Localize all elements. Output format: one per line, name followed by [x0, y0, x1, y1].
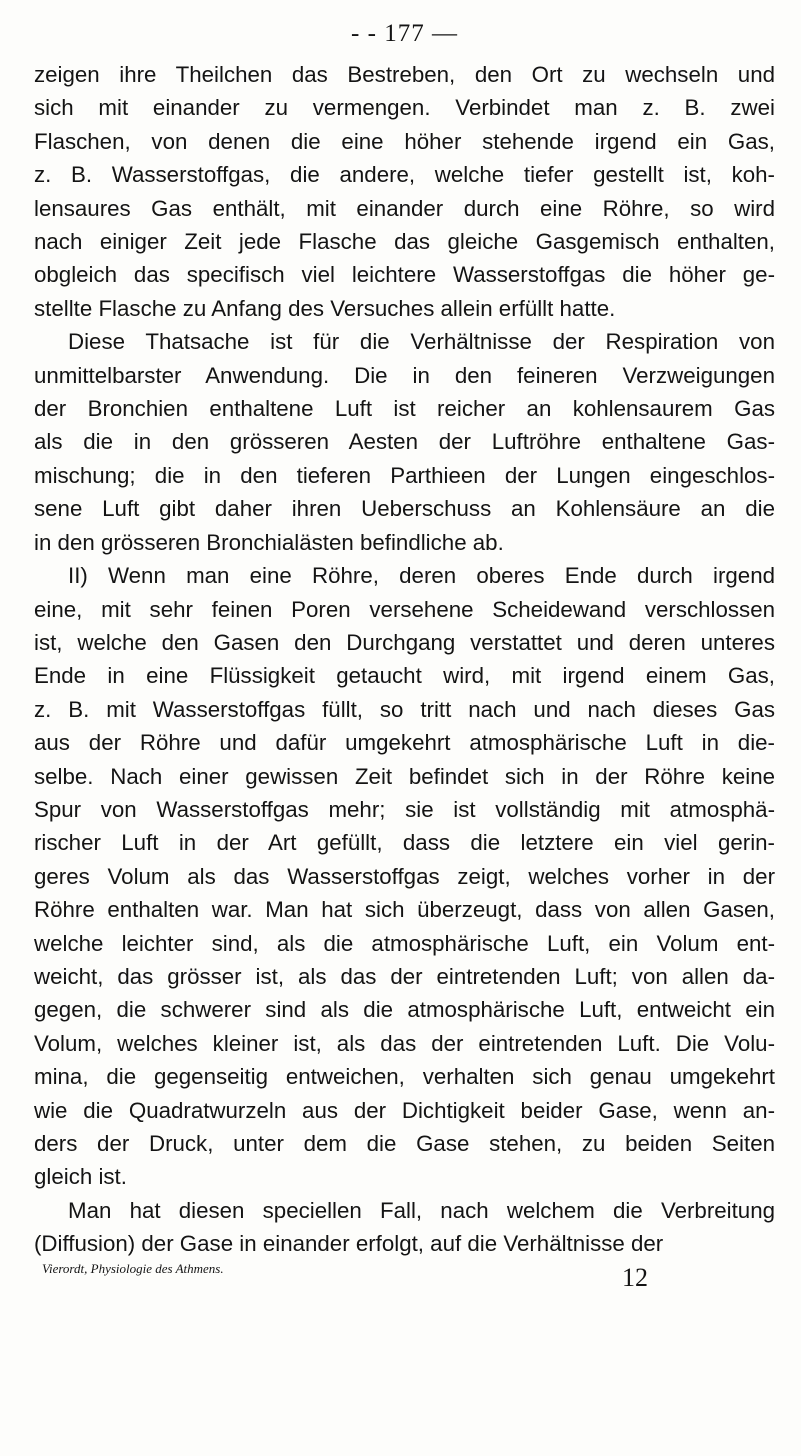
text-line: ist, welche den Gasen den Durchgang verstattet und deren unteres — [34, 629, 775, 655]
running-head: - - 177 — — [351, 20, 458, 47]
text-line: z. B. Wasserstoffgas, die andere, welche tiefer gestellt ist, koh- — [34, 162, 775, 188]
signature-line: Vierordt, Physiologie des Athmens. — [42, 1260, 224, 1276]
text-line: unmittelbarster Anwendung. Die in den feineren Verzweigungen — [34, 362, 775, 388]
body-text — [34, 58, 775, 1261]
text-line: gleich ist. — [34, 1164, 127, 1190]
text-line: Ende in eine Flüssigkeit getaucht wird, mit irgend einem Gas, — [34, 663, 775, 689]
paragraph — [34, 559, 775, 1194]
text-line: eine, mit sehr feinen Poren versehene Scheidewand verschlossen — [34, 596, 775, 622]
text-line: in den grösseren Bronchialästen befindliche ab. — [34, 529, 504, 555]
text-line: lensaures Gas enthält, mit einander durch eine Röhre, so wird — [34, 195, 775, 221]
text-line: aus der Röhre und dafür umgekehrt atmosphärische Luft in die- — [34, 730, 775, 756]
text-line: mischung; die in den tieferen Parthieen der Lungen eingeschlos- — [34, 462, 775, 488]
paragraph — [34, 1194, 775, 1261]
text-line: Flaschen, von denen die eine höher stehende irgend ein Gas, — [34, 128, 775, 154]
text-line: (Diffusion) der Gase in einander erfolgt, auf die Verhältnisse der — [34, 1231, 664, 1257]
paragraph — [34, 58, 775, 325]
page-footer — [34, 1261, 775, 1301]
text-line: sene Luft gibt daher ihren Ueberschuss an Kohlensäure an die — [34, 496, 775, 522]
signature-number: 12 — [622, 1262, 648, 1292]
text-line: Volum, welches kleiner ist, als das der eintretenden Luft. Die Volu- — [34, 1030, 775, 1056]
paragraph — [34, 325, 775, 559]
text-line: geres Volum als das Wasserstoffgas zeigt, welches vorher in der — [34, 863, 775, 889]
text-line: nach einiger Zeit jede Flasche das gleiche Gasgemisch enthalten, — [34, 229, 775, 255]
text-line: Diese Thatsache ist für die Verhältnisse der Respiration von — [68, 329, 775, 355]
text-line: sich mit einander zu vermengen. Verbindet man z. B. zwei — [34, 95, 775, 121]
text-line: weicht, das grösser ist, als das der eintretenden Luft; von allen da- — [34, 963, 775, 989]
text-line: Röhre enthalten war. Man hat sich überzeugt, dass von allen Gasen, — [34, 897, 775, 923]
text-line: II) Wenn man eine Röhre, deren oberes Ende durch irgend — [68, 563, 775, 589]
text-line: gegen, die schwerer sind als die atmosphärische Luft, entweicht ein — [34, 997, 775, 1023]
text-line: als die in den grösseren Aesten der Luftröhre enthaltene Gas- — [34, 429, 775, 455]
text-line: welche leichter sind, als die atmosphärische Luft, ein Volum ent- — [34, 930, 775, 956]
text-line: der Bronchien enthaltene Luft ist reicher an kohlensaurem Gas — [34, 396, 775, 422]
text-line: wie die Quadratwurzeln aus der Dichtigkeit beider Gase, wenn an- — [34, 1097, 775, 1123]
text-line: Spur von Wasserstoffgas mehr; sie ist vollständig mit atmosphä- — [34, 796, 775, 822]
text-line: z. B. mit Wasserstoffgas füllt, so tritt nach und nach dieses Gas — [34, 696, 775, 722]
text-line: mina, die gegenseitig entweichen, verhalten sich genau umgekehrt — [34, 1064, 775, 1090]
text-line: stellte Flasche zu Anfang des Versuches allein erfüllt hatte. — [34, 295, 616, 321]
text-line: ders der Druck, unter dem die Gase stehen, zu beiden Seiten — [34, 1131, 775, 1156]
text-line: selbe. Nach einer gewissen Zeit befindet sich in der Röhre keine — [34, 763, 775, 789]
text-line: Man hat diesen speciellen Fall, nach welchem die Verbreitung — [68, 1197, 775, 1223]
text-line: rischer Luft in der Art gefüllt, dass die letztere ein viel gerin- — [34, 830, 775, 856]
text-line: zeigen ihre Theilchen das Bestreben, den Ort zu wechseln und — [34, 62, 775, 87]
text-line: obgleich das specifisch viel leichtere Wasserstoffgas die höher ge- — [34, 262, 775, 288]
